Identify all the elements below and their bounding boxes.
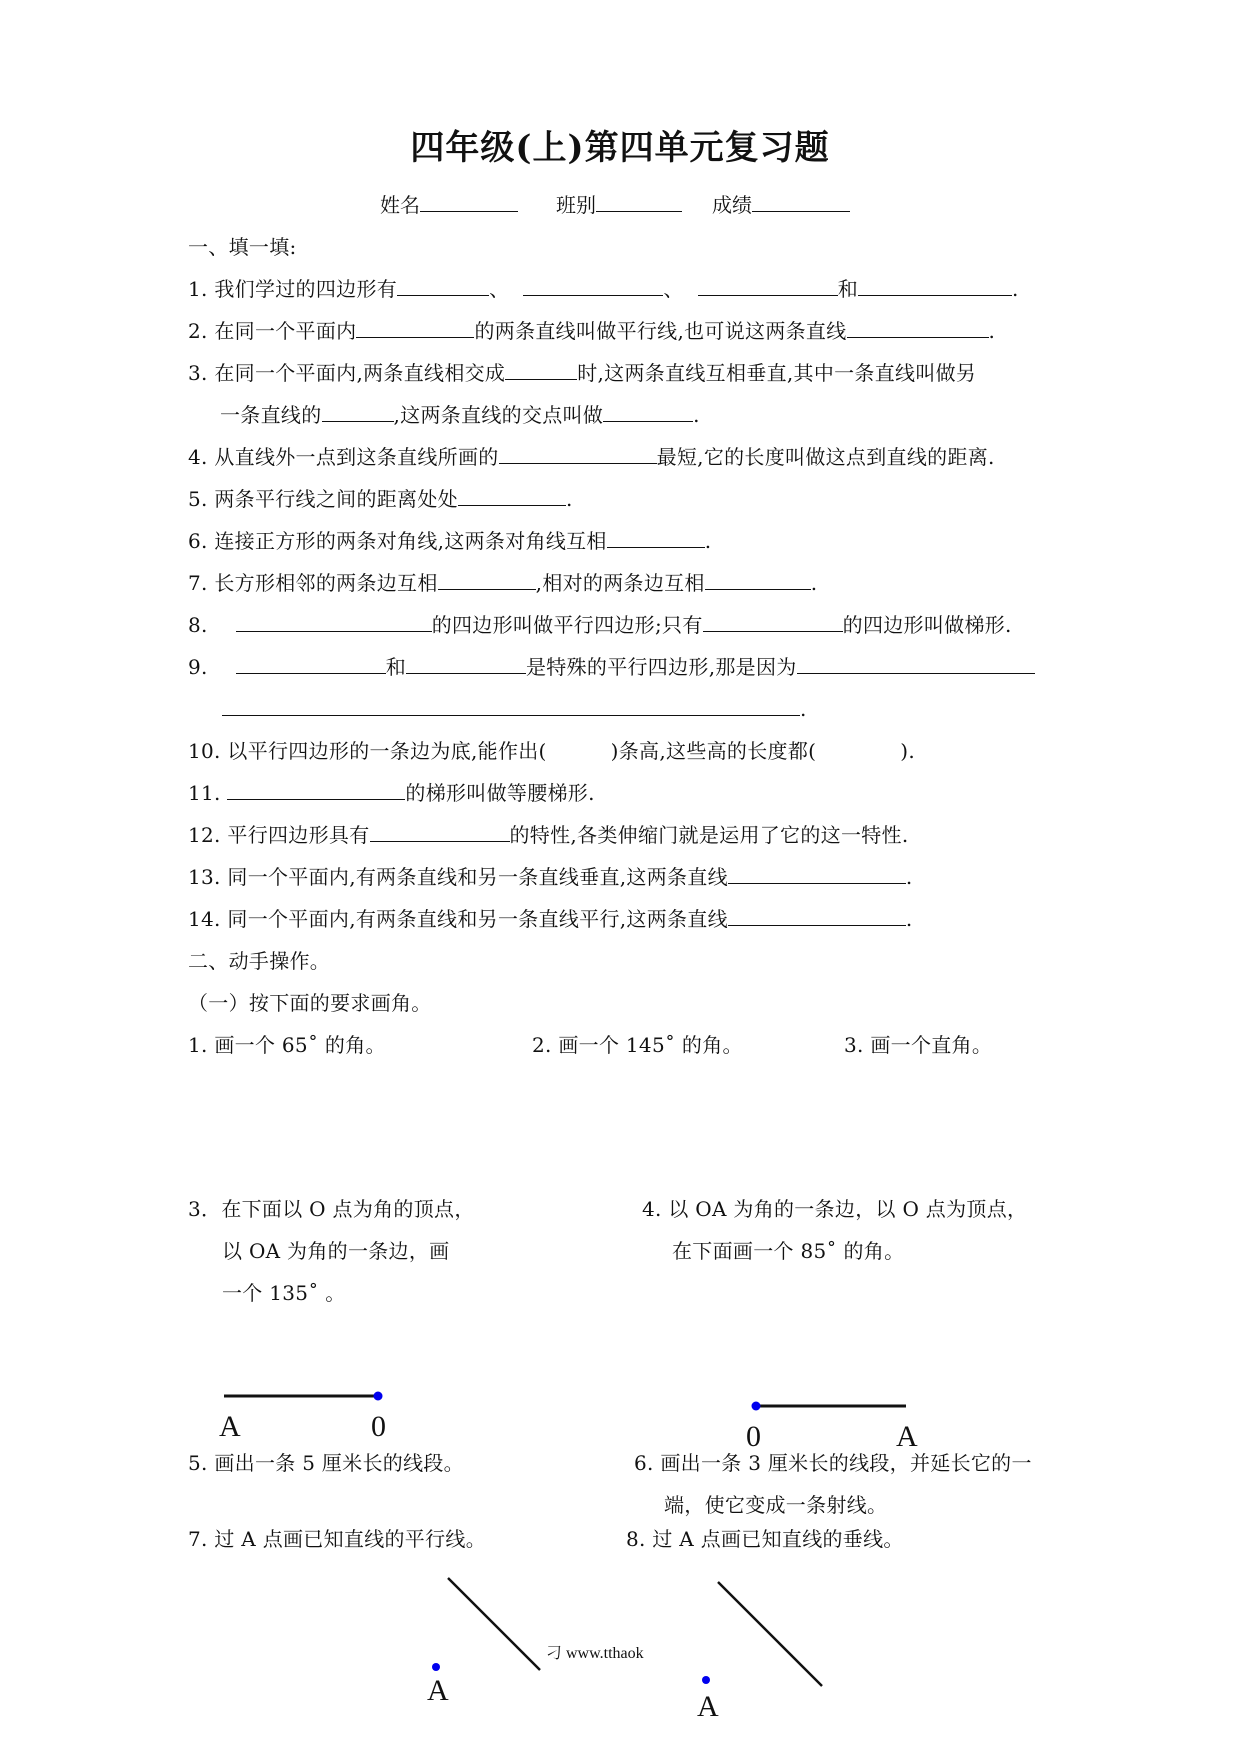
question-text: 同一个平面内,有两条直线和另一条直线垂直,这两条直线 xyxy=(227,865,728,889)
worksheet-title: 四年级(上)第四单元复习题 xyxy=(410,128,830,168)
score-label: 成绩 xyxy=(712,193,752,217)
question-text: 、 xyxy=(489,277,510,301)
task-draw-145-angle: 2. 画一个 145˚ 的角。 xyxy=(532,1033,743,1057)
task-135-line3: 一个 135˚ 。 xyxy=(222,1281,346,1305)
question-text: . xyxy=(1012,277,1019,301)
point-a-perpendicular[interactable] xyxy=(702,1676,710,1684)
question-number: 2. xyxy=(188,319,208,343)
class-label: 班别 xyxy=(556,193,596,217)
watermark-text: 刁 www.tthaok xyxy=(546,1645,644,1662)
question-text: . xyxy=(988,319,996,343)
question-text: . xyxy=(905,907,913,931)
question-text: 长方形相邻的两条边互相 xyxy=(214,571,438,595)
point-o-right[interactable] xyxy=(752,1402,761,1411)
question-text: . xyxy=(800,697,807,721)
task-ray-line1: 6. 画出一条 3 厘米长的线段，并延长它的一 xyxy=(634,1451,1032,1475)
task-draw-65-angle: 1. 画一个 65˚ 的角。 xyxy=(188,1033,386,1057)
question-number: 13. xyxy=(188,865,221,889)
task-ray-line2: 端，使它变成一条射线。 xyxy=(664,1493,888,1517)
task-segment-5cm: 5. 画出一条 5 厘米长的线段。 xyxy=(188,1451,464,1475)
question-number: 4. xyxy=(188,445,208,469)
question-text: )条高,这些高的长度都( xyxy=(610,739,817,763)
question-text: . xyxy=(565,487,573,511)
question-text: ). xyxy=(900,739,915,763)
question-text: 的四边形叫做平行四边形;只有 xyxy=(431,613,703,637)
point-o-left[interactable] xyxy=(374,1392,383,1401)
label-a-parallel: A xyxy=(427,1674,449,1707)
question-text: 平行四边形具有 xyxy=(227,823,370,847)
task-85-line2: 在下面画一个 85˚ 的角。 xyxy=(672,1239,905,1263)
question-text: . xyxy=(905,865,913,889)
question-text: 从直线外一点到这条直线所画的 xyxy=(214,445,499,469)
label-o-left: 0 xyxy=(371,1410,386,1443)
question-text: 同一个平面内,有两条直线和另一条直线平行,这两条直线 xyxy=(227,907,728,931)
question-number: 14. xyxy=(188,907,221,931)
question-text: 连接正方形的两条对角线,这两条对角线互相 xyxy=(214,529,607,553)
given-line-perpendicular xyxy=(718,1582,822,1686)
question-number: 12. xyxy=(188,823,221,847)
question-text: 时,这两条直线互相垂直,其中一条直线叫做另 xyxy=(577,361,977,385)
label-a-perpendicular: A xyxy=(697,1690,719,1723)
question-text: 在同一个平面内,两条直线相交成 xyxy=(214,361,506,385)
question-number: 8. xyxy=(188,613,208,637)
question-text: 、 xyxy=(663,277,684,301)
question-number: 5. xyxy=(188,487,208,511)
question-text: 和 xyxy=(385,655,406,679)
question-text: . xyxy=(704,529,712,553)
question-number: 7. xyxy=(188,571,208,595)
question-number: 1. xyxy=(188,277,208,301)
question-text: 的梯形叫做等腰梯形. xyxy=(405,781,595,805)
question-number: 10. xyxy=(188,739,221,763)
label-a-left: A xyxy=(219,1410,241,1443)
task-85-line1: 4. 以 OA 为角的一条边，以 O 点为顶点， xyxy=(642,1197,1028,1221)
question-text: 和 xyxy=(837,277,858,301)
task-parallel-line: 7. 过 A 点画已知直线的平行线。 xyxy=(188,1527,486,1551)
question-number: 9. xyxy=(188,655,208,679)
question-text: 最短,它的长度叫做这点到直线的距离. xyxy=(656,445,995,469)
question-number: 6. xyxy=(188,529,208,553)
task-135-line1: 3．在下面以 O 点为角的顶点， xyxy=(188,1197,475,1221)
question-text: . xyxy=(693,403,700,427)
task-perpendicular-line: 8. 过 A 点画已知直线的垂线。 xyxy=(626,1527,904,1551)
question-text: . xyxy=(810,571,818,595)
task-135-line2: 以 OA 为角的一条边，画 xyxy=(222,1239,450,1263)
question-text: 是特殊的平行四边形,那是因为 xyxy=(526,655,797,679)
subsection-heading-draw-angles: （一）按下面的要求画角。 xyxy=(188,991,432,1015)
question-text: 两条平行线之间的距离处处 xyxy=(214,487,458,511)
section-heading-fill: 一、填一填: xyxy=(188,235,297,259)
question-text: 一条直线的 xyxy=(220,403,322,427)
question-text: ,这两条直线的交点叫做 xyxy=(393,403,604,427)
question-text: ,相对的两条边互相 xyxy=(535,571,705,595)
question-text: 我们学过的四边形有 xyxy=(214,277,398,301)
label-o-right: 0 xyxy=(746,1420,761,1453)
question-text: 以平行四边形的一条边为底,能作出( xyxy=(227,739,547,763)
question-text: 的特性,各类伸缩门就是运用了它的这一特性. xyxy=(509,823,909,847)
label-a-right: A xyxy=(896,1420,918,1453)
question-text: 的四边形叫做梯形. xyxy=(842,613,1012,637)
question-number: 3. xyxy=(188,361,208,385)
section-heading-operations: 二、动手操作。 xyxy=(188,949,331,973)
question-number: 11. xyxy=(188,781,221,805)
name-label: 姓名 xyxy=(380,193,420,217)
point-a-parallel[interactable] xyxy=(432,1663,440,1671)
question-text: 在同一个平面内 xyxy=(214,319,357,343)
given-line-parallel xyxy=(448,1578,540,1670)
task-draw-right-angle: 3. 画一个直角。 xyxy=(844,1033,993,1057)
question-text: 的两条直线叫做平行线,也可说这两条直线 xyxy=(474,319,847,343)
